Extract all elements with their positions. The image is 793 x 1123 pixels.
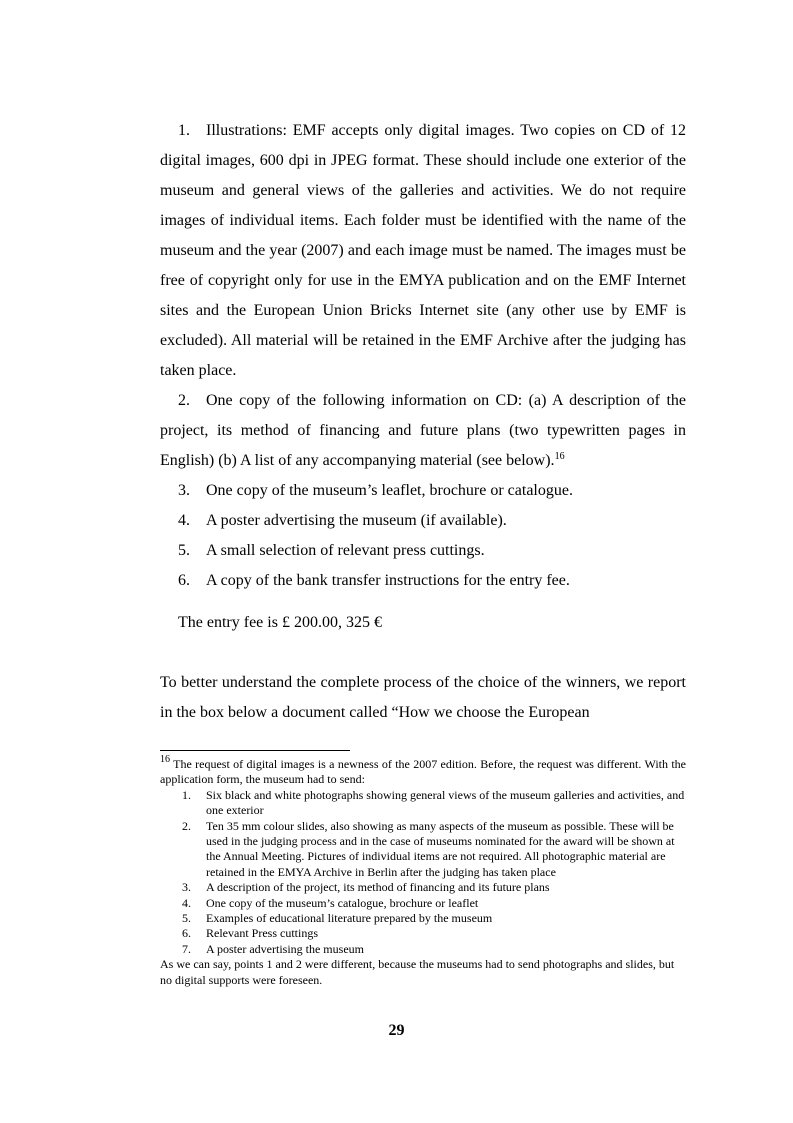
footnote-list-number: 7. (182, 941, 191, 956)
list-number: 5. (178, 542, 190, 559)
list-number: 2. (178, 392, 190, 409)
footnote-list-number: 3. (182, 880, 191, 895)
list-text: A small selection of relevant press cuttings. (206, 542, 485, 559)
footnote-list-item (182, 911, 686, 926)
footnote-list-text: A description of the project, its method of financing and its future plans (206, 880, 550, 895)
footnote-list-number: 5. (182, 911, 191, 926)
list-text: Illustrations: EMF accepts only digital images. Two copies on CD of 12 digital images, 600 dpi in JPEG format. These should include one exterior of the museum and general views of the galleries and activities. We do not require images of individual items. Each folder must be identified with the name of the museum and the year (2007) and each image must be named. The images must be free of copyright only for use in the EMYA publication and on the EMF Internet sites and the European Union Bricks Internet site (any other use by EMF is excluded). All material will be retained in the EMF Archive after the judging has taken place. (160, 122, 686, 379)
footnote-intro (160, 754, 686, 788)
list-text: A copy of the bank transfer instructions for the entry fee. (206, 572, 570, 589)
footnote (160, 754, 686, 988)
footnote-list-item (182, 880, 686, 895)
footnote-list-text: Ten 35 mm colour slides, also showing as many aspects of the museum as possible. These will be used in the judging process and in the case of museums nominated for the award will be shown at the Annual Meeting. Pictures of individual items are not required. All photographic material are retained in the EMYA Archive in Berlin after the judging has taken place (206, 818, 675, 879)
footnote-reference[interactable]: 16 (554, 451, 565, 462)
footnote-closing: As we can say, points 1 and 2 were different, because the museums had to send photographs and slides, but no digital supports were foreseen. (160, 957, 675, 987)
list-item-6 (178, 566, 686, 596)
entry-fee: The entry fee is £ 200.00, 325 € (178, 614, 382, 631)
footnote-list-number: 2. (182, 818, 191, 833)
footnote-list-text: Examples of educational literature prepared by the museum (206, 911, 493, 926)
list-text: One copy of the museum’s leaflet, brochure or catalogue. (206, 482, 573, 499)
footnote-list-item (182, 896, 686, 911)
list-item-2 (160, 386, 686, 476)
footnote-divider (160, 750, 350, 751)
footnote-list-number: 4. (182, 895, 191, 910)
footnote-list-text: A poster advertising the museum (206, 941, 364, 956)
list-number: 6. (178, 572, 190, 589)
footnote-list-number: 1. (182, 787, 191, 802)
footnote-list-item (182, 942, 686, 957)
footnote-list (160, 788, 686, 957)
footnote-list-text: One copy of the museum’s catalogue, brochure or leaflet (206, 895, 479, 910)
footnote-list-item (182, 819, 686, 881)
page-number: 29 (388, 1022, 405, 1039)
footnote-list-item (182, 926, 686, 941)
list-item-5 (178, 536, 686, 566)
list-item-1 (160, 116, 686, 386)
list-item-3 (178, 476, 686, 506)
list-item-4 (178, 506, 686, 536)
footnote-list-number: 6. (182, 926, 191, 941)
footnote-list-item (182, 788, 686, 819)
list-number: 3. (178, 482, 190, 499)
footnote-intro-text: The request of digital images is a newness of the 2007 edition. Before, the request was different. With the application form, the museum had to send: (160, 757, 686, 787)
footnote-list-text: Six black and white photographs showing general views of the museum galleries and activities, and one exterior (206, 787, 685, 818)
list-number: 4. (178, 512, 190, 529)
body-paragraph: To better understand the complete process of the choice of the winners, we report in the box below a document called “How we choose the European (160, 674, 686, 721)
footnote-marker: 16 (160, 754, 170, 765)
list-text: One copy of the following information on CD: (a) A description of the project, its method of financing and future plans (two typewritten pages in English) (b) A list of any accompanying material (see below). (160, 392, 686, 469)
list-text: A poster advertising the museum (if available). (206, 512, 507, 529)
list-number: 1. (178, 122, 190, 139)
main-text (160, 116, 686, 728)
footnote-list-text: Relevant Press cuttings (206, 926, 318, 941)
